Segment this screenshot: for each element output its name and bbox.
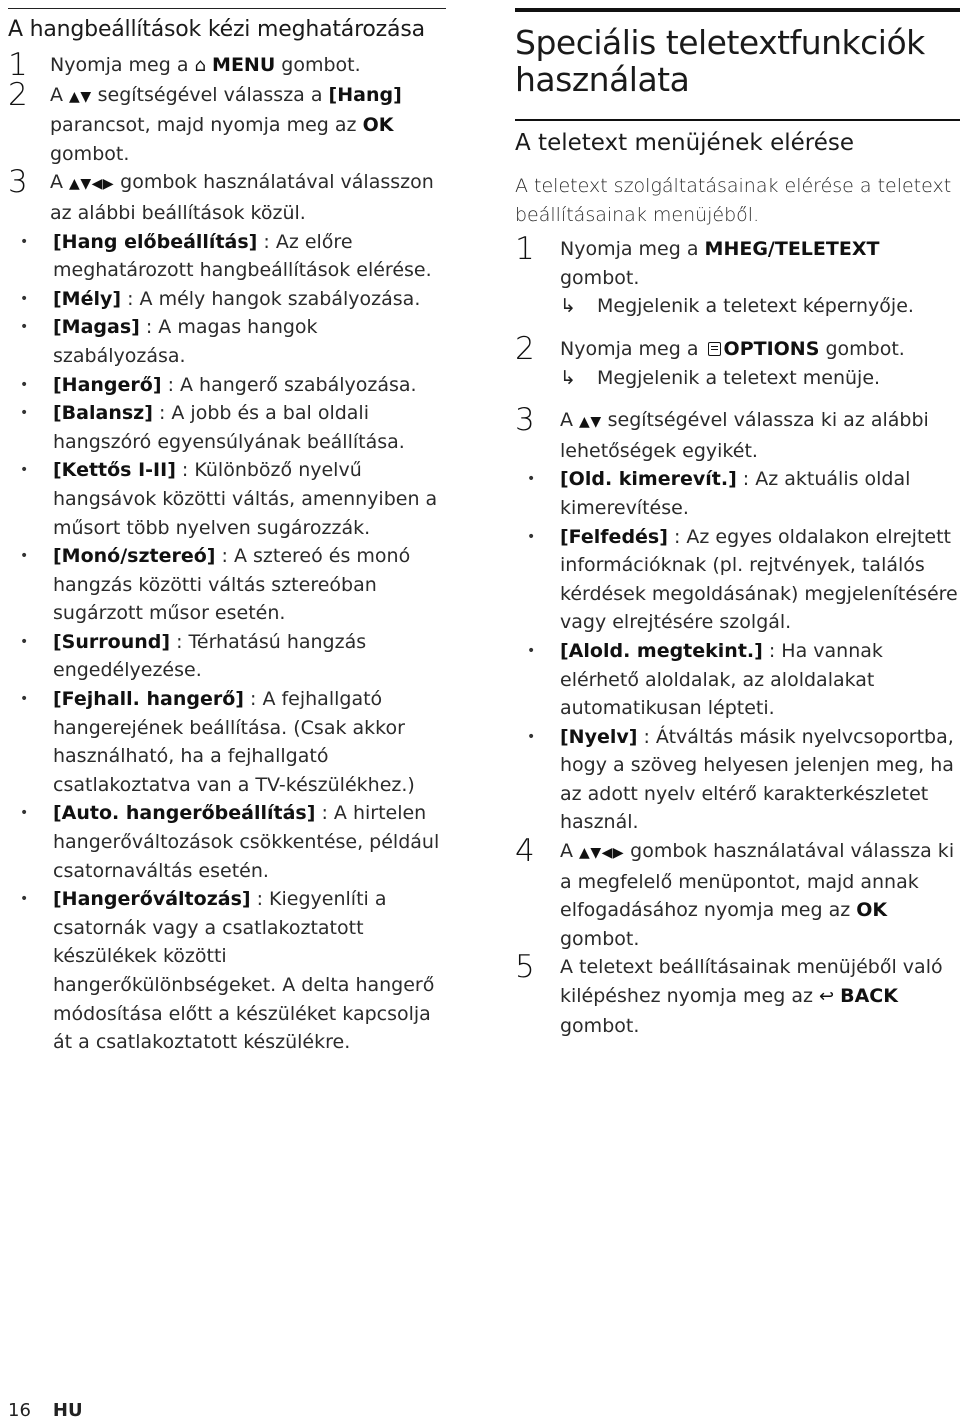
step-number: 1 bbox=[515, 231, 535, 268]
right-step-2: 2 Nyomja meg a OPTIONS gombot. ↳ Megjelenik a teletext menüje. bbox=[515, 335, 960, 392]
list-item: • [Old. kimerevít.] : Az aktuális oldal kimerevítése. bbox=[515, 465, 960, 522]
result-line: ↳ Megjelenik a teletext menüje. bbox=[560, 364, 960, 393]
list-item: • [Hang előbeállítás] : Az előre meghatározott hangbeállítások elérése. bbox=[8, 228, 446, 285]
result-arrow-icon: ↳ bbox=[560, 366, 576, 389]
options-icon bbox=[708, 342, 721, 356]
result-line: ↳ Megjelenik a teletext képernyője. bbox=[560, 292, 960, 321]
direction-arrows-icon: ▲▼◀▶ bbox=[69, 176, 115, 193]
list-item: • [Magas] : A magas hangok szabályozása. bbox=[8, 313, 446, 370]
page-number: 16 bbox=[8, 1400, 31, 1421]
list-item: • [Felfedés] : Az egyes oldalakon elrejtett információknak (pl. rejtvények, találós kérdések megoldásának) megjelenítésére vagy elrejtésére szolgál. bbox=[515, 523, 960, 637]
step-number: 2 bbox=[8, 76, 28, 113]
step-number: 5 bbox=[515, 949, 535, 986]
list-item: • [Kettős I-II] : Különböző nyelvű hangsávok közötti váltás, amennyiben a műsort több nyelven sugározzák. bbox=[8, 456, 446, 542]
list-item: • [Nyelv] : Átváltás másik nyelvcsoportba, hogy a szöveg helyesen jelenjen meg, ha az adott nyelv eltérő karakterkészletet használ. bbox=[515, 723, 960, 837]
page-title: Speciális teletextfunkciók használata bbox=[515, 23, 925, 99]
list-item: • [Hangerőváltozás] : Kiegyenlíti a csatornák vagy a csatlakoztatott készülékek közötti hangerőkülönbségeket. A delta hangerő módosítása előtt a készüléket kapcsolja át a csatlakoztatott készülékre. bbox=[8, 885, 446, 1057]
left-settings-list bbox=[8, 228, 446, 1057]
teletext-options-list bbox=[515, 465, 960, 837]
right-step-1: 1 Nyomja meg a MHEG/TELETEXT gombot. ↳ Megjelenik a teletext képernyője. bbox=[515, 235, 960, 321]
language-code: HU bbox=[52, 1400, 83, 1421]
title-rule bbox=[515, 119, 960, 121]
step-number: 4 bbox=[515, 833, 535, 870]
list-item: • [Alold. megtekint.] : Ha vannak elérhető aloldalak, az aloldalakat automatikusan lépteti. bbox=[515, 637, 960, 723]
direction-arrows-icon: ▲▼◀▶ bbox=[579, 845, 625, 862]
right-top-rule bbox=[515, 8, 960, 12]
result-arrow-icon: ↳ bbox=[560, 295, 576, 318]
list-item: • [Hangerő] : A hangerő szabályozása. bbox=[8, 371, 446, 400]
left-step-1: 1 Nyomja meg a ⌂ MENU gombot. bbox=[8, 47, 361, 83]
list-item: • [Fejhall. hangerő] : A fejhallgató hangerejének beállítása. (Csak akkor használható, ha a fejhallgató csatlakoztatva van a TV-készülékhez.) bbox=[8, 685, 446, 799]
intro-text: A teletext szolgáltatásainak elérése a teletext beállításainak menüjéből. bbox=[515, 175, 952, 226]
list-item: • [Balansz] : A jobb és a bal oldali hangszóró egyensúlyának beállítása. bbox=[8, 399, 446, 456]
up-down-arrows-icon: ▲▼ bbox=[69, 88, 92, 105]
left-step-2: 2 A ▲▼ segítségével válassza a [Hang] parancsot, majd nyomja meg az OK gombot. bbox=[8, 76, 402, 165]
home-icon: ⌂ bbox=[194, 55, 206, 76]
up-down-arrows-icon: ▲▼ bbox=[579, 414, 602, 431]
list-item: • [Monó/sztereó] : A sztereó és monó hangzás közötti váltás sztereóban sugárzott műsor esetén. bbox=[8, 542, 446, 628]
list-item: • [Auto. hangerőbeállítás] : A hirtelen hangerőváltozások csökkentése, például csatornaváltás esetén. bbox=[8, 799, 446, 885]
step-number: 2 bbox=[515, 330, 535, 367]
step-number: 1 bbox=[8, 47, 28, 83]
list-item: • [Mély] : A mély hangok szabályozása. bbox=[8, 285, 446, 314]
left-top-rule bbox=[8, 8, 446, 9]
left-heading: A hangbeállítások kézi meghatározása bbox=[8, 17, 425, 42]
back-icon: ↩ bbox=[818, 986, 835, 1008]
left-step-3: 3 A ▲▼◀▶ gombok használatával válasszon az alábbi beállítások közül. bbox=[8, 164, 434, 224]
page-footer bbox=[8, 1400, 83, 1421]
step-number: 3 bbox=[515, 402, 535, 439]
subheading: A teletext menüjének elérése bbox=[515, 130, 854, 156]
right-step-4: 4 A ▲▼◀▶ gombok használatával válassza ki a megfelelő menüpontot, majd annak elfogadásához nyomja meg az OK gombot. bbox=[515, 833, 955, 950]
left-column bbox=[8, 0, 446, 1057]
step-number: 3 bbox=[8, 164, 28, 201]
right-column bbox=[515, 0, 960, 1040]
right-step-5: 5 A teletext beállításainak menüjéből való kilépéshez nyomja meg az ↩ BACK gombot. bbox=[515, 949, 943, 1037]
right-step-3: 3 A ▲▼ segítségével válassza ki az alábbi lehetőségek egyikét. • [Old. kimerevít.] : Az aktuális oldal kimerevítése. • [Felfedés] : Az egyes oldalakon elrejtett információknak (pl. rejtvények, találós kérdések megoldásának) megjelenítésére vagy elrejtésére szolgál. • [Alold. megtekint.] : Ha vannak elérhető aloldalak, az aloldalakat automatikusan lépteti. • [Nyelv] : Átváltás másik nyelvcsoportba, hogy a szöveg helyesen jelenjen meg, ha az adott nyelv eltérő karakterkészletet használ. bbox=[515, 406, 960, 837]
list-item: • [Surround] : Térhatású hangzás engedélyezése. bbox=[8, 628, 446, 685]
